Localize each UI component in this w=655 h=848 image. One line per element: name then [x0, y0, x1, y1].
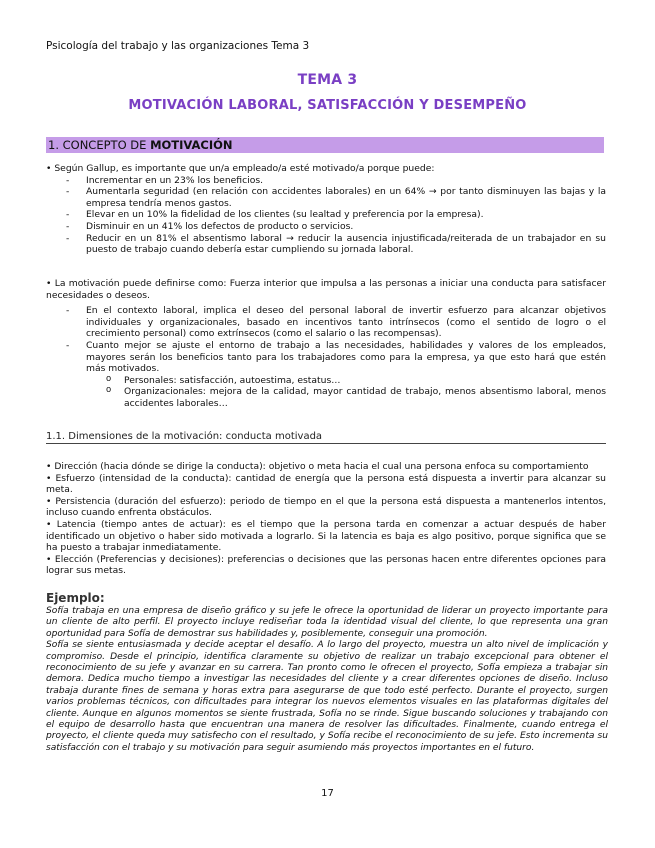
- example-heading: Ejemplo:: [46, 591, 105, 605]
- example-text: [46, 606, 608, 754]
- example-paragraph: Sofía se siente entusiasmada y decide aceptar el desafío. A lo largo del proyecto, muestra un alto nivel de implicación y compromiso. Desde el principio, identifica claramente su objetivo de realizar un trabajo excepcional para obtener el reconocimiento de su jefe y avanzar en su carrera. Tan pronto como le ofrecen el proyecto, Sofía empieza a trabajar sin demora. Dedica mucho tiempo a investigar las necesidades del cliente y a crear diferentes opciones de diseño. Incluso trabaja durante fines de semana y horas extra para asegurarse de que todo esté perfecto. Durante el proyecto, surgen varios problemas técnicos, con dificultades para integrar los nuevos elementos visuales en las plataformas digitales del cliente. Aunque en algunos momentos se siente frustrada, Sofía no se rinde. Sigue buscando soluciones y trabajando con el equipo de desarrollo hasta que encuentran una manera de resolver las dificultades. Finalmente, cuando entrega el proyecto, el cliente queda muy satisfecho con el resultado, y Sofía recibe el reconocimiento de su jefe. Esto incrementa su satisfacción con el trabajo y su motivación para seguir asumiendo más proyectos importantes en el futuro.: [46, 640, 608, 753]
- definition-intro: • La motivación puede definirse como: Fuerza interior que impulsa a las personas a iniciar una conducta para satisfacer necesidades o deseos.: [46, 278, 606, 301]
- dimension-eleccion: • Elección (Preferencias y decisiones): preferencias o decisiones que las personas hacen entre diferentes opciones para lograr sus metas.: [46, 553, 606, 577]
- dimension-direccion: • Dirección (hacia dónde se dirige la conducta): objetivo o meta hacia el cual una persona enfoca su comportamiento: [46, 461, 589, 472]
- gallup-block: [46, 163, 606, 256]
- section-heading-concepto: [46, 137, 604, 153]
- dimension-persistencia: • Persistencia (duración del esfuerzo): periodo de tiempo en el que la persona está dispuesta a mantenerlos intentos, incluso cuando enfrenta obstáculos.: [46, 495, 606, 519]
- section-bold-label: MOTIVACIÓN: [150, 138, 233, 152]
- dimensions-block: [46, 461, 606, 577]
- list-item: - Elevar en un 10% la fidelidad de los clientes (su lealtad y preferencia por la empresa).: [46, 209, 606, 221]
- list-item: - Reducir en un 81% el absentismo laboral → reducir la ausencia injustificada/reiterada de un trabajador en su puesto de trabajo cuando debería estar cumpliendo su jornada laboral.: [46, 233, 606, 256]
- subsection-heading: 1.1. Dimensiones de la motivación: conducta motivada: [46, 431, 606, 444]
- gallup-intro: • Según Gallup, es importante que un/a empleado/a esté motivado/a porque puede:: [46, 163, 435, 174]
- section-number-label: 1. CONCEPTO DE: [48, 138, 151, 152]
- list-item: - Aumentarla seguridad (en relación con accidentes laborales) en un 64% → por tanto disminuyen las bajas y la empresa tendría menos gastos.: [46, 186, 606, 209]
- list-item: - Incrementar en un 23% los beneficios.: [46, 175, 606, 187]
- page-number: 17: [321, 788, 334, 799]
- chapter-title: TEMA 3: [297, 72, 358, 88]
- running-header: Psicología del trabajo y las organizaciones Tema 3: [46, 40, 310, 52]
- list-item: - En el contexto laboral, implica el deseo del personal laboral de invertir esfuerzo para alcanzar objetivos individuales y organizacionales, basado en incentivos tanto intrínsecos (como el sentido de logro o el crecimiento personal) como extrínsecos (como el salario o las recompensas).: [46, 305, 606, 340]
- dimension-latencia: • Latencia (tiempo antes de actuar): es el tiempo que la persona tarda en comenzar a actuar después de haber identificado un objetivo o haber sido motivada a lograrlo. Si la latencia es baja es algo positivo, porque significa que se ha puesto a trabajar inmediatamente.: [46, 518, 606, 554]
- gallup-list: [46, 175, 606, 256]
- definition-block: [46, 278, 606, 410]
- definition-sublist: [46, 375, 606, 410]
- definition-list: [46, 305, 606, 375]
- list-item: o Personales: satisfacción, autoestima, estatus…: [46, 375, 606, 387]
- list-item: - Disminuir en un 41% los defectos de producto o servicios.: [46, 221, 606, 233]
- example-paragraph: Sofía trabaja en una empresa de diseño gráfico y su jefe le ofrece la oportunidad de liderar un proyecto importante para un cliente de alto perfil. El proyecto incluye rediseñar toda la identidad visual del cliente, lo que representa una gran oportunidad para Sofía de demostrar sus habilidades y, posiblemente, conseguir una promoción.: [46, 606, 608, 639]
- list-item: o Organizacionales: mejora de la calidad, mayor cantidad de trabajo, menos absentismo laboral, menos accidentes laborales…: [46, 386, 606, 409]
- list-item: - Cuanto mejor se ajuste el entorno de trabajo a las necesidades, habilidades y valores de los empleados, mayores serán los beneficios tanto para los trabajadores como para la empresa, ya que esto hará que estén más motivados.: [46, 340, 606, 375]
- chapter-subtitle: MOTIVACIÓN LABORAL, SATISFACCIÓN Y DESEMPEÑO: [128, 98, 527, 113]
- dimension-esfuerzo: • Esfuerzo (intensidad de la conducta): cantidad de energía que la persona está dispuesta a invertir para alcanzar su meta.: [46, 472, 606, 496]
